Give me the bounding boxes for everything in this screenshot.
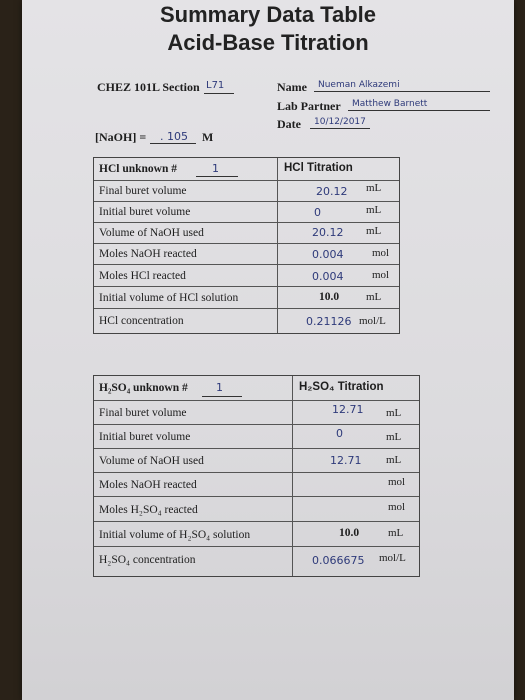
hcl-row-label: HCl concentration [99,315,184,327]
section-line [204,93,234,94]
worksheet-page [22,0,514,700]
hcl-row-unit: mL [366,182,382,194]
hcl-row-unit: mL [366,225,382,237]
hcl-row-unit: mL [366,291,382,303]
row-divider [94,448,419,449]
row-divider [94,521,419,522]
hcl-row-label: Initial volume of HCl solution [99,292,239,304]
h2so4-row-label: Moles NaOH reacted [99,479,197,491]
h2so4-row-label: Initial buret volume [99,431,191,443]
page-title: Summary Data Table [159,2,376,27]
hcl-row-value: 0 [314,206,321,219]
h2so4-row-value: 0 [336,427,343,440]
row-divider [94,546,419,547]
h2so4-row-value: 10.0 [339,527,360,539]
hcl-row-value: 0.004 [312,270,344,283]
h2so4-row-label: Initial volume of H₂SO₄ solution [99,529,251,541]
hcl-row-unit: mol [372,269,390,281]
h2so4-unknown-label: H₂SO₄ unknown # [99,382,188,394]
h2so4-row-unit: mol [388,476,406,488]
naoh-label: [NaOH] = [95,130,147,144]
hcl-data-table [93,157,400,334]
lab-partner-label: Lab Partner [277,99,341,113]
row-divider [94,472,419,473]
h2so4-row-unit: mol/L [379,552,406,564]
hcl-row-label: Volume of NaOH used [99,227,204,239]
date-line [310,128,370,129]
h2so4-data-table [93,375,420,577]
h2so4-row-label: Moles H₂SO₄ reacted [99,504,198,516]
hcl-unknown-value: 1 [212,162,219,175]
hcl-titration-header: HCl Titration [284,162,353,174]
lab-partner-value: Matthew Barnett [352,99,428,109]
hcl-row-value: 10.0 [319,291,340,303]
row-divider [94,308,399,309]
h2so4-row-label: H₂SO₄ concentration [99,554,196,566]
row-divider [94,424,419,425]
page-subtitle: Acid-Base Titration [167,30,369,55]
hcl-row-label: Moles HCl reacted [99,270,186,282]
h2so4-row-unit: mL [388,527,404,539]
hcl-row-value: 0.004 [312,248,344,261]
row-divider [94,286,399,287]
hcl-row-label: Final buret volume [99,185,187,197]
h2so4-row-label: Volume of NaOH used [99,455,204,467]
h2so4-row-unit: mol [388,501,406,513]
partner-line [348,110,490,111]
hcl-row-unit: mol [372,247,390,259]
row-divider [94,264,399,265]
section-value: L71 [206,80,225,91]
h2so4-unknown-line [202,396,242,397]
h2so4-row-value: 12.71 [332,403,364,416]
h2so4-row-value: 0.066675 [312,554,365,567]
row-divider [94,243,399,244]
date-label: Date [277,117,301,131]
date-value: 10/12/2017 [314,117,366,127]
hcl-row-unit: mol/L [359,315,386,327]
hcl-row-value: 20.12 [312,226,344,239]
h2so4-row-unit: mL [386,454,402,466]
h2so4-row-label: Final buret volume [99,407,187,419]
hcl-unknown-line [196,176,238,177]
hcl-unknown-label: HCl unknown # [99,163,177,175]
naoh-unit: M [202,130,214,144]
name-value: Nueman Alkazemi [318,80,400,90]
course-section-label: CHEZ 101L Section [97,80,200,94]
column-divider [277,158,278,333]
name-label: Name [277,80,307,94]
hcl-row-label: Initial buret volume [99,206,191,218]
h2so4-unknown-value: 1 [216,381,223,394]
row-divider [94,180,399,181]
naoh-value: . 105 [160,130,188,143]
h2so4-row-unit: mL [386,431,402,443]
row-divider [94,400,419,401]
name-line [314,91,490,92]
naoh-line [150,143,196,144]
row-divider [94,496,419,497]
row-divider [94,222,399,223]
hcl-row-value: 0.21126 [306,315,352,328]
h2so4-row-value: 12.71 [330,454,362,467]
hcl-row-label: Moles NaOH reacted [99,248,197,260]
h2so4-row-unit: mL [386,407,402,419]
hcl-row-unit: mL [366,204,382,216]
h2so4-titration-header: H₂SO₄ Titration [299,381,384,393]
row-divider [94,201,399,202]
hcl-row-value: 20.12 [316,185,348,198]
